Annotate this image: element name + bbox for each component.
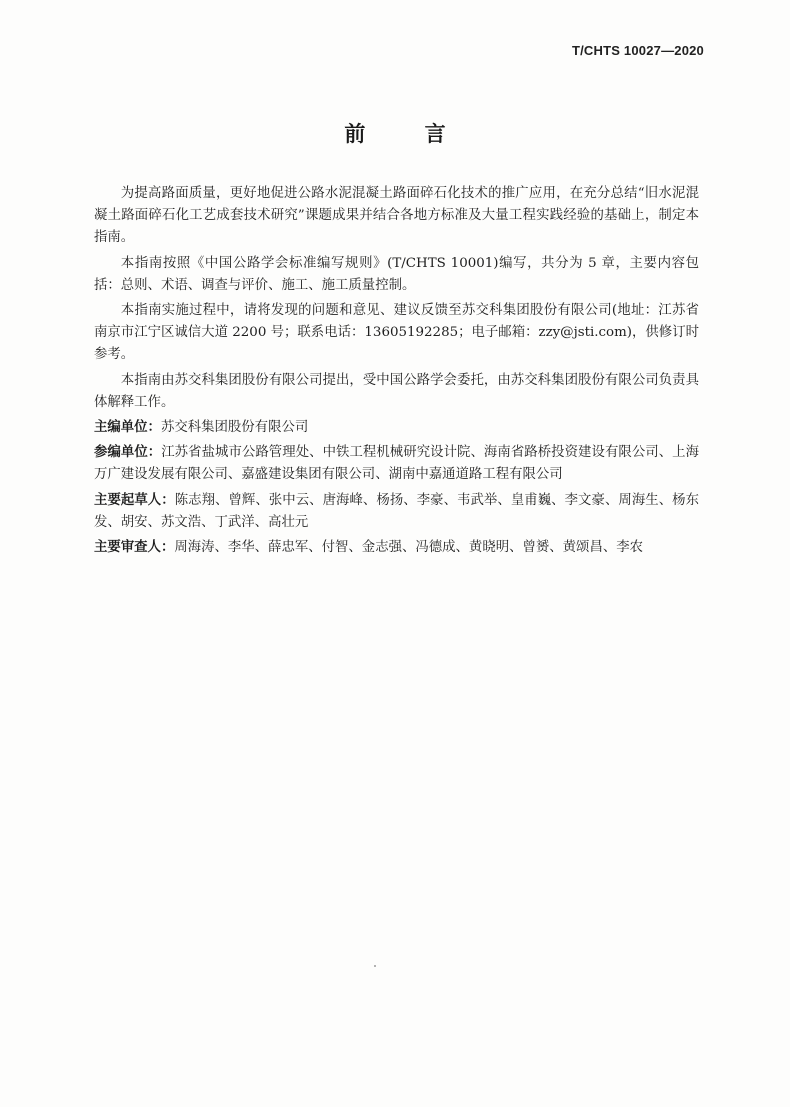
participating-units-label: 参编单位： (94, 445, 162, 461)
paragraph-structure: 本指南按照《中国公路学会标准编写规则》(T/CHTS 10001)编写，共分为 5 章，主要内容包括：总则、术语、调查与评价、施工、施工质量控制。 (94, 255, 699, 293)
chief-unit-value: 苏交科集团股份有限公司 (160, 420, 309, 436)
participating-units-line (94, 442, 699, 486)
reviewers-line (94, 537, 699, 559)
foreword-body (94, 183, 699, 562)
reviewers-label: 主要审查人： (94, 540, 175, 556)
paragraph-interpretation: 本指南由苏交科集团股份有限公司提出，受中国公路学会委托，由苏交科集团股份有限公司负责具体解释工作。 (94, 372, 699, 410)
drafters-label: 主要起草人： (94, 492, 175, 508)
drafters-line (94, 490, 699, 534)
standard-number: T/CHTS 10027—2020 (571, 43, 704, 58)
reviewers-value: 周海涛、李华、薛忠军、付智、金志强、冯德成、黄晓明、曾赟、黄颂昌、李农 (174, 540, 644, 556)
scan-speck (374, 965, 376, 967)
paragraph-feedback: 本指南实施过程中，请将发现的问题和意见、建议反馈至苏交科集团股份有限公司(地址：江苏省南京市江宁区诚信大道 2200 号；联系电话：13605192285；电子邮箱：zzy@jsti.com)，供修订时参考。 (94, 303, 699, 363)
chief-unit-label: 主编单位： (94, 420, 161, 436)
participating-units-value: 江苏省盐城市公路管理处、中铁工程机械研究设计院、海南省路桥投资建设有限公司、上海万广建设发展有限公司、嘉盛建设集团有限公司、湖南中嘉通道路工程有限公司 (94, 445, 700, 483)
paragraph-purpose: 为提高路面质量，更好地促进公路水泥混凝土路面碎石化技术的推广应用，在充分总结“旧水泥混凝土路面碎石化工艺成套技术研究”课题成果并结合各地方标准及大量工程实践经验的基础上，制定本指南。 (94, 186, 699, 246)
drafters-value: 陈志翔、曾辉、张中云、唐海峰、杨扬、李豪、韦武举、皇甫巍、李文豪、周海生、杨东发、胡安、苏文浩、丁武洋、高壮元 (94, 492, 700, 530)
chief-unit-line (94, 417, 699, 439)
page-title: 前 言 (344, 122, 472, 146)
